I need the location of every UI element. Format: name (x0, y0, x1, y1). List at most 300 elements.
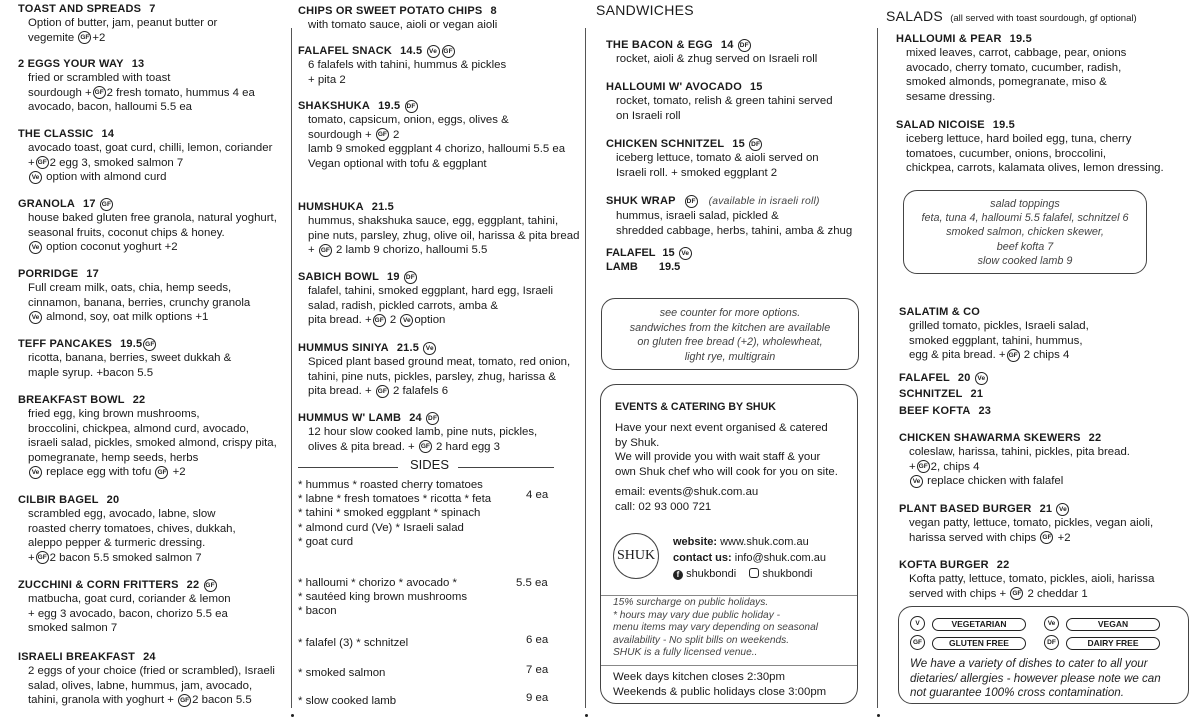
menu-item-name: SHUK WRAP (606, 195, 676, 207)
menu-item (298, 341, 570, 399)
menu-item-description: sesame dressing. (906, 90, 996, 103)
menu-item-title (899, 404, 991, 418)
menu-item (18, 2, 217, 45)
ve-badge-icon: Ve (29, 241, 42, 254)
menu-item-title (606, 80, 833, 94)
menu-item-title (298, 270, 553, 284)
menu-item-description: mixed leaves, carrot, cabbage, pear, onions (906, 47, 1127, 60)
menu-item-description: iceberg lettuce, tomato & aioli served on (616, 152, 819, 165)
menu-item-description: tahini, granola with yoghurt + GF 2 bacon 5.5 (28, 694, 252, 707)
gf-badge-icon: GF (143, 338, 156, 351)
side-item: * slow cooked lamb (298, 695, 397, 707)
side-item: * bacon (298, 605, 337, 618)
menu-item-description: vegemite GF +2 (28, 31, 106, 44)
menu-item-name: HUMMUS SINIYA (298, 342, 389, 354)
salads-subheading: (all served with toast sourdough, gf optional) (950, 13, 1137, 24)
menu-item-description: maple syrup. +bacon 5.5 (28, 366, 154, 379)
menu-item-description: harissa served with chips GF +2 (909, 531, 1071, 544)
gf-badge-icon: GF (204, 579, 217, 592)
menu-item-description: + egg 3 avocado, bacon, chorizo 5.5 ea (28, 607, 228, 620)
df-badge-icon: DF (1044, 635, 1059, 650)
menu-item-description: chickpea, carrots, kalamata olives, lemon dressing. (906, 162, 1164, 175)
menu-item-description: grilled tomato, pickles, Israeli salad, (909, 320, 1089, 333)
salads-header (886, 9, 1137, 26)
side-group (298, 694, 396, 708)
legend-note-line: We have a variety of dishes to cater to all your (910, 657, 1148, 670)
dietary-legend-box (898, 606, 1189, 704)
events-note-line: availability - No split bills on weekends. (613, 634, 790, 646)
menu-item-description: pita bread. + GF 2 Ve option (308, 314, 446, 327)
menu-item-title (298, 4, 497, 18)
menu-item-description: house baked gluten free granola, natural yoghurt, (28, 212, 277, 225)
df-badge-icon: DF (685, 195, 698, 208)
menu-item-title (896, 32, 1126, 46)
menu-item-price: 20 (106, 494, 120, 506)
gf-badge-icon: GF (376, 385, 389, 398)
counter-note-line: on gluten free bread (+2), wholewheat, (637, 336, 823, 348)
menu-item-name: SALATIM & CO (899, 306, 981, 318)
menu-item-price: 17 GF (83, 198, 112, 210)
side-item: * falafel (3) * schnitzel (298, 637, 409, 649)
menu-item-price: 22 (996, 559, 1010, 571)
opening-hours (613, 670, 826, 699)
ve-badge-icon: Ve (29, 171, 42, 184)
topping-line: smoked salmon, chicken skewer, (946, 226, 1104, 239)
menu-item-price: 21 Ve (1040, 503, 1071, 515)
menu-item-description: hummus, shakshuka sauce, egg, eggplant, tahini, (308, 215, 559, 228)
side-price: 6 ea (526, 634, 549, 646)
gf-badge-icon: GF (100, 198, 113, 211)
side-item: * halloumi * chorizo * avocado * (298, 577, 457, 589)
menu-item-title (18, 197, 277, 211)
shuk-logo: SHUK (613, 533, 659, 579)
menu-item-description: broccolini, chickpea, almond curd, avocado, (28, 422, 249, 435)
side-group (298, 576, 467, 619)
menu-item-price: 15 DF (732, 138, 761, 150)
menu-item-description: + GF 2 lamb 9 chorizo, halloumi 5.5 (308, 244, 488, 257)
menu-item-title (18, 267, 250, 281)
side-price: 5.5 ea (516, 577, 548, 589)
events-rule-2 (601, 665, 857, 666)
menu-item (606, 137, 819, 180)
ve-badge-icon: Ve (975, 372, 988, 385)
wrap-option-lamb: LAMB 19.5 (606, 261, 681, 273)
menu-item-price: 19.5 (1009, 33, 1032, 45)
menu-item-description: salad, radish, pickled carrots, amba & (308, 299, 498, 312)
menu-item-price: 15 (749, 81, 763, 93)
menu-item-price: 21.5 (371, 201, 394, 213)
events-text (615, 421, 838, 479)
menu-item-name: TOAST AND SPREADS (18, 3, 142, 15)
events-call[interactable]: call: 02 93 000 721 (615, 500, 712, 513)
wrap-options (606, 246, 693, 274)
menu-item-title (606, 137, 819, 151)
menu-item-name: ISRAELI BREAKFAST (18, 651, 136, 663)
ve-badge-icon: Ve (29, 311, 42, 324)
gf-badge-icon: GF (36, 156, 49, 169)
hours-line: Weekends & public holidays close 3:00pm (613, 685, 827, 698)
menu-item-description: hummus, israeli salad, pickled & (616, 210, 779, 223)
gf-badge-icon: GF (155, 466, 168, 479)
menu-item-description: egg & pita bread. + GF 2 chips 4 (909, 349, 1070, 362)
ve-badge-icon: Ve (29, 466, 42, 479)
counter-note-line: sandwiches from the kitchen are available (629, 321, 831, 334)
sides-heading: SIDES (410, 457, 450, 472)
menu-item-description: fried or scrambled with toast (28, 72, 171, 85)
legend-item (1043, 635, 1160, 650)
menu-item (899, 558, 1154, 601)
menu-item-description: + GF 2, chips 4 (909, 460, 980, 473)
menu-item-price: 7 (149, 3, 156, 15)
legend-item (1043, 616, 1160, 631)
menu-item (606, 194, 852, 238)
topping-line: slow cooked lamb 9 (977, 254, 1073, 267)
menu-item-title (18, 337, 231, 351)
menu-item (18, 393, 277, 479)
menu-item-description: coleslaw, harissa, tahini, pickles, pita bread. (909, 446, 1130, 459)
menu-item-name: SABICH BOWL (298, 271, 380, 283)
menu-item-name: TEFF PANCAKES (18, 338, 113, 350)
menu-item-description: 12 hour slow cooked lamb, pine nuts, pickles, (308, 426, 538, 439)
gf-badge-icon: GF (373, 314, 386, 327)
menu-item-price: 24 (143, 651, 156, 663)
menu-item-price: 19.5 (992, 119, 1015, 131)
df-badge-icon: DF (749, 138, 762, 151)
side-group (298, 666, 385, 680)
gf-badge-icon: GF (1007, 349, 1020, 362)
menu-item (899, 404, 991, 418)
menu-item-title (899, 502, 1153, 516)
menu-item-description: served with chips + GF 2 cheddar 1 (909, 587, 1088, 600)
events-contact (615, 485, 758, 514)
menu-item-description: smoked eggplant, tahini, hummus, (909, 334, 1083, 347)
menu-item (18, 650, 275, 708)
gf-badge-icon: GF (376, 128, 389, 141)
menu-item-price: 22 GF (186, 579, 215, 591)
menu-item-name: SHAKSHUKA (298, 100, 371, 112)
divider-1 (291, 28, 292, 708)
facebook-icon: f (673, 570, 683, 580)
menu-item (899, 387, 983, 401)
menu-item (18, 493, 236, 565)
menu-item-description: Vegan optional with tofu & eggplant (308, 157, 487, 170)
gf-badge-icon: GF (1040, 531, 1053, 544)
ve-badge-icon: Ve (423, 342, 436, 355)
menu-item-description: smoked almonds, pomegranate, miso & (906, 76, 1107, 89)
menu-item-title (896, 118, 1164, 132)
side-group (298, 636, 408, 650)
counter-note-line: light rye, multigrain (684, 350, 776, 363)
side-price: 9 ea (526, 692, 549, 704)
menu-item-name: CILBIR BAGEL (18, 494, 99, 506)
side-item: * almond curd (Ve) * Israeli salad (298, 521, 464, 534)
menu-item-description: Full cream milk, oats, chia, hemp seeds, (28, 282, 232, 295)
side-group (298, 478, 491, 549)
events-note-line: SHUK is a fully licensed venue.. (613, 647, 758, 658)
events-note-line: 15% surcharge on public holidays. (613, 597, 769, 608)
legend-note-line: not guarantee 100% cross contamination. (910, 686, 1124, 699)
menu-item-description: iceberg lettuce, hard boiled egg, tuna, cherry (906, 133, 1132, 146)
menu-item-description: Ve replace chicken with falafel (899, 474, 1130, 488)
divider-dot (877, 714, 880, 717)
menu-item (899, 305, 1089, 363)
menu-item-description: pine nuts, parsley, zhug, olive oil, harissa & pita bread (308, 229, 580, 242)
menu-item-description: smoked salmon 7 (28, 622, 118, 635)
menu-item-price: 20 Ve (958, 372, 989, 384)
menu-item-name: THE CLASSIC (18, 128, 94, 140)
menu-item-description: rocket, tomato, relish & green tahini served (616, 95, 833, 108)
menu-item (18, 197, 277, 255)
menu-item-title (18, 650, 275, 664)
ve-badge-icon: Ve (1044, 616, 1059, 631)
menu-item-name: FALAFEL (899, 372, 950, 384)
events-note-line: * hours may vary due public holiday - (613, 609, 781, 621)
menu-item-title (298, 341, 570, 355)
menu-item (18, 267, 250, 325)
menu-item-title (18, 393, 277, 407)
menu-item (899, 502, 1153, 545)
events-text-line: We will provide you with wait staff & your (615, 451, 821, 463)
menu-item-description: 2 eggs of your choice (fried or scrambled), Israeli (28, 665, 275, 678)
menu-item (298, 4, 497, 33)
gf-badge-icon: GF (319, 244, 332, 257)
menu-item-name: BEEF KOFTA (899, 405, 971, 417)
gf-badge-icon: GF (93, 86, 106, 99)
gf-badge-icon: GF (419, 440, 432, 453)
menu-item-description: vegan patty, lettuce, tomato, pickles, vegan aioli, (909, 517, 1154, 530)
topping-line: salad toppings (990, 198, 1060, 210)
salads-heading: SALADS (886, 8, 944, 24)
menu-item-name: CHICKEN SHAWARMA SKEWERS (899, 432, 1081, 444)
menu-item-price: 14.5 Ve GF (400, 45, 453, 57)
contact-email-link[interactable]: info@shuk.com.au (734, 552, 827, 564)
ve-badge-icon: Ve (427, 45, 440, 58)
menu-item-description: + pita 2 (308, 73, 346, 86)
gf-badge-icon: GF (36, 551, 49, 564)
menu-item-description: roasted cherry tomatoes, chives, dukkah, (28, 522, 236, 535)
gf-badge-icon: GF (442, 45, 455, 58)
menu-item-description: aleppo pepper & turmeric dressing. (28, 537, 206, 550)
menu-item-name: BREAKFAST BOWL (18, 394, 125, 406)
menu-item-description: tomatoes, cucumber, onions, broccolini, (906, 147, 1107, 160)
menu-item (18, 578, 231, 636)
side-price: 4 ea (526, 489, 549, 501)
menu-item-name: PLANT BASED BURGER (899, 503, 1032, 515)
menu-item (298, 200, 579, 258)
divider-dot (291, 714, 294, 717)
menu-item-description: 6 falafels with tahini, hummus & pickles (308, 59, 507, 72)
menu-item-description: avocado toast, goat curd, chilli, lemon, coriander (28, 142, 273, 155)
hours-line: Week days kitchen closes 2:30pm (613, 671, 785, 683)
menu-item-title (899, 431, 1130, 445)
menu-item-price: 8 (490, 5, 497, 17)
gf-badge-icon: GF (1010, 587, 1023, 600)
gf-badge-icon: GF (917, 460, 930, 473)
ve-badge-icon: Ve (679, 247, 692, 260)
divider-2 (585, 28, 586, 708)
menu-item-name: HALLOUMI & PEAR (896, 33, 1002, 45)
menu-item-description: seasonal fruits, coconut chips & honey. (28, 226, 225, 239)
instagram-handle[interactable]: shukbondi (762, 568, 813, 580)
gf-badge-icon: GF (178, 694, 191, 707)
menu-item-description: shredded cabbage, herbs, tahini, amba & zhug (616, 224, 853, 237)
menu-item (18, 57, 255, 115)
menu-item-description: ricotta, banana, berries, sweet dukkah & (28, 352, 232, 365)
menu-item-description: pomegranate, hemp seeds, herbs (28, 451, 199, 464)
menu-item-description: on Israeli roll (616, 109, 681, 122)
menu-item (896, 118, 1164, 176)
menu-item-title (899, 371, 989, 385)
menu-item-title (18, 127, 272, 141)
menu-item-price: 23 (978, 405, 992, 417)
menu-item-description: tomato, capsicum, onion, eggs, olives & (308, 114, 509, 127)
gf-badge-icon: GF (78, 31, 91, 44)
wrap-option-falafel: FALAFEL 15 Ve (606, 246, 693, 260)
side-item: * labne * fresh tomatoes * ricotta * feta (298, 493, 492, 506)
side-item: * smoked salmon (298, 667, 386, 679)
menu-item-title (18, 2, 217, 16)
events-text-line: Have your next event organised & catered (615, 422, 828, 434)
web-contact: website: www.shuk.com.au contact us: info@shuk.com.au f shukbondi shukbondi (673, 536, 827, 580)
menu-item-name: GRANOLA (18, 198, 76, 210)
counter-note-line: see counter for more options. (659, 307, 801, 319)
menu-item-price: 19.5 DF (378, 100, 416, 112)
menu-item-description: Ve option coconut yoghurt +2 (18, 240, 277, 254)
gf-badge-icon: GF (910, 635, 925, 650)
ve-badge-icon: Ve (1056, 503, 1069, 516)
side-item: * hummus * roasted cherry tomatoes (298, 479, 483, 491)
menu-item (298, 99, 565, 171)
menu-item-title (18, 57, 255, 71)
menu-item-note: (available in israeli roll) (708, 196, 820, 207)
ve-badge-icon: Ve (910, 475, 923, 488)
menu-item-title (899, 387, 983, 401)
menu-item-price: 14 DF (720, 39, 749, 51)
events-text-line: by Shuk. (615, 436, 660, 449)
menu-item (899, 371, 989, 385)
menu-item-name: SCHNITZEL (899, 388, 963, 400)
menu-item-description: avocado, bacon, halloumi 5.5 ea (28, 101, 193, 114)
menu-item-title (298, 99, 565, 113)
website-link[interactable]: www.shuk.com.au (720, 536, 809, 548)
menu-item-title (606, 194, 852, 209)
menu-item-name: CHIPS OR SWEET POTATO CHIPS (298, 5, 483, 17)
menu-item (896, 32, 1126, 104)
menu-item-description: Kofta patty, lettuce, tomato, pickles, aioli, harissa (909, 573, 1155, 586)
divider-3 (877, 28, 878, 708)
menu-item-price: 13 (131, 58, 145, 70)
menu-item-price: 21.5 Ve (397, 342, 437, 354)
menu-item-description: matbucha, goat curd, coriander & lemon (28, 593, 231, 606)
sides-rule-left (298, 467, 398, 468)
menu-item-title (18, 578, 231, 592)
menu-item-description: fried egg, king brown mushrooms, (28, 408, 200, 421)
menu-item-title (298, 200, 579, 214)
sandwiches-heading: SANDWICHES (596, 2, 694, 18)
menu-item-price: 24 DF (409, 412, 438, 424)
events-heading: EVENTS & CATERING BY SHUK (615, 401, 776, 413)
v-badge-icon: V (910, 616, 925, 631)
facebook-handle[interactable]: shukbondi (686, 568, 737, 580)
legend-label: DAIRY FREE (1066, 637, 1160, 650)
menu-item-description: Ve almond, soy, oat milk options +1 (18, 310, 250, 324)
menu-item-description: sourdough + GF 2 (308, 128, 400, 141)
side-item: * tahini * smoked eggplant * spinach (298, 507, 481, 520)
events-notes (613, 597, 818, 660)
legend-label: VEGAN (1066, 618, 1160, 631)
legend-label: GLUTEN FREE (932, 637, 1026, 650)
events-email[interactable]: email: events@shuk.com.au (615, 486, 759, 498)
menu-item-title (298, 411, 537, 425)
legend-item (909, 616, 1026, 631)
sides-rule-right (458, 467, 554, 468)
menu-item-description: lamb 9 smoked eggplant 4 chorizo, halloumi 5.5 ea (308, 143, 566, 156)
menu-item-description: olives & pita bread. + GF 2 hard egg 3 (308, 440, 500, 453)
menu-item (298, 44, 506, 87)
events-text-line: own Shuk chef who will cook for you on site. (615, 465, 838, 478)
topping-line: beef kofta 7 (996, 240, 1054, 253)
menu-item-description: tahini, pine nuts, pickles, parsley, zhug, harissa & (308, 370, 556, 383)
menu-item-name: ZUCCHINI & CORN FRITTERS (18, 579, 179, 591)
menu-item-price: 17 (86, 268, 99, 280)
menu-item-price: 22 (1088, 432, 1102, 444)
menu-item-description: sourdough + GF 2 fresh tomato, hummus 4 ea (28, 86, 255, 99)
side-item: * sautéed king brown mushrooms (298, 591, 468, 604)
menu-item-description: rocket, aioli & zhug served on Israeli roll (616, 53, 818, 66)
events-rule (601, 595, 857, 596)
menu-item-name: CHICKEN SCHNITZEL (606, 138, 725, 150)
menu-item-title (899, 558, 1154, 572)
legend-item (909, 635, 1026, 650)
legend-label: VEGETARIAN (932, 618, 1026, 631)
menu-item-title (18, 493, 236, 507)
divider-dot (585, 714, 588, 717)
menu-item (606, 80, 833, 123)
menu-item-description: salad, olives, labne, hummus, jam, avocado, (28, 679, 253, 692)
menu-item-price (684, 195, 699, 207)
menu-item-title (606, 38, 817, 52)
menu-item-name: 2 EGGS YOUR WAY (18, 58, 124, 70)
menu-item-description: Ve option with almond curd (18, 170, 272, 184)
menu-item-price: 19 DF (387, 271, 415, 283)
menu-item-description: avocado, cherry tomato, cucumber, radish, (906, 61, 1122, 74)
counter-note-box (601, 298, 859, 370)
menu-item-description: + GF 2 bacon 5.5 smoked salmon 7 (28, 551, 202, 564)
ve-badge-icon: Ve (400, 314, 413, 327)
df-badge-icon: DF (426, 412, 439, 425)
side-item: * goat curd (298, 535, 354, 548)
menu-item (18, 337, 231, 380)
events-box (600, 384, 858, 704)
menu-item-description: Ve replace egg with tofu GF +2 (18, 465, 277, 479)
menu-item-price: 14 (101, 128, 115, 140)
menu-item-description: + GF 2 egg 3, smoked salmon 7 (28, 156, 184, 169)
menu-item-price: 19.5 GF (120, 338, 155, 350)
menu-item-name: KOFTA BURGER (899, 559, 989, 571)
df-badge-icon: DF (738, 39, 751, 52)
menu-item-description: pita bread. + GF 2 falafels 6 (308, 385, 449, 398)
menu-item-name: THE BACON & EGG (606, 39, 713, 51)
legend-note-line: dietaries/ allergies - however please note we can (910, 671, 1161, 685)
menu-item-description: with tomato sauce, aioli or vegan aioli (308, 19, 498, 32)
instagram-icon (749, 568, 759, 578)
menu-item (899, 431, 1130, 489)
df-badge-icon: DF (405, 100, 418, 113)
menu-item (18, 127, 272, 185)
menu-item-description: falafel, tahini, smoked eggplant, hard egg, Israeli (308, 285, 554, 298)
menu-item-title (899, 305, 1089, 319)
menu-item-price: 21 (970, 388, 984, 400)
